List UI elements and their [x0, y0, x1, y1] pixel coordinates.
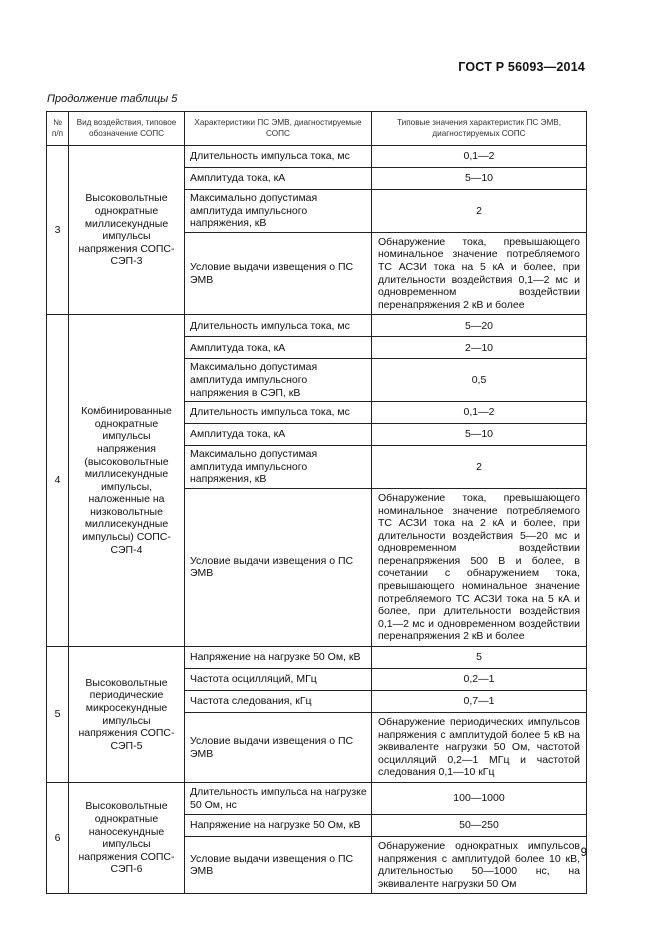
characteristic: Амплитуда тока, кА	[185, 424, 372, 446]
characteristic: Условие выдачи извещения о ПС ЭМВ	[185, 232, 372, 315]
characteristic: Условие выдачи извещения о ПС ЭМВ	[185, 837, 372, 894]
column-header-kind: Вид воздействия, типовое обозначение СОПС	[69, 112, 185, 146]
table-caption: Продолжение таблицы 5	[47, 93, 178, 105]
table-header-row	[47, 112, 587, 146]
characteristic: Условие выдачи извещения о ПС ЭМВ	[185, 713, 372, 783]
table-row	[47, 783, 587, 815]
characteristic: Амплитуда тока, кА	[185, 168, 372, 190]
characteristic: Максимально допустимая амплитуда импульсного напряжения, кВ	[185, 446, 372, 489]
typical-value: Обнаружение тока, превышающего номинальное значение потребляемого ТС АСЗИ тока на 5 кА и более, при длительности воздействия 0,1—2 мс и одновременном воздействии перенапряжения 2 кВ и более	[372, 232, 587, 315]
typical-value: 5—20	[372, 315, 587, 337]
typical-value: 5—10	[372, 424, 587, 446]
typical-value: 100—1000	[372, 783, 587, 815]
characteristic: Максимально допустимая амплитуда импульсного напряжения, кВ	[185, 190, 372, 233]
characteristic: Напряжение на нагрузке 50 Ом, кВ	[185, 815, 372, 837]
impact-kind: Высоковольтные периодические микросекундные импульсы напряжения СОПС-СЭП-5	[69, 647, 185, 783]
column-header-characteristic: Характеристики ПС ЭМВ, диагностируемые СОПС	[185, 112, 372, 146]
characteristic: Условие выдачи извещения о ПС ЭМВ	[185, 488, 372, 646]
characteristic: Длительность импульса тока, мс	[185, 402, 372, 424]
characteristic: Длительность импульса тока, мс	[185, 146, 372, 168]
impact-kind: Комбинированные однократные импульсы напряжения (высоковольтные миллисекундные импульсы, наложенные на низковольтные миллисекундные импульсы) СОПС-СЭП-4	[69, 315, 185, 647]
typical-value: 0,1—2	[372, 402, 587, 424]
typical-value: 5	[372, 647, 587, 669]
characteristic: Амплитуда тока, кА	[185, 337, 372, 359]
typical-value: 2—10	[372, 337, 587, 359]
table-row	[47, 146, 587, 168]
typical-value: Обнаружение периодических импульсов напряжения с амплитудой более 5 кВ на эквиваленте нагрузки 50 Ом, частотой осцилляций 0,2—1 МГц и частотой следования 0,1—10 кГц	[372, 713, 587, 783]
characteristic: Напряжение на нагрузке 50 Ом, кВ	[185, 647, 372, 669]
typical-value: 2	[372, 190, 587, 233]
characteristics-table	[46, 111, 587, 894]
row-number: 4	[47, 315, 69, 647]
characteristic: Максимально допустимая амплитуда импульсного напряжения в СЭП, кВ	[185, 359, 372, 402]
table-row	[47, 315, 587, 337]
characteristic: Частота осцилляций, МГц	[185, 669, 372, 691]
typical-value: 2	[372, 446, 587, 489]
impact-kind: Высоковольтные однократные миллисекундные импульсы напряжения СОПС-СЭП-3	[69, 146, 185, 315]
column-header-number: № п/п	[47, 112, 69, 146]
typical-value: 0,5	[372, 359, 587, 402]
column-header-values: Типовые значения характеристик ПС ЭМВ, диагностируемых СОПС	[372, 112, 587, 146]
document-id: ГОСТ Р 56093—2014	[458, 60, 585, 74]
typical-value: 0,2—1	[372, 669, 587, 691]
row-number: 5	[47, 647, 69, 783]
characteristic: Длительность импульса тока, мс	[185, 315, 372, 337]
page-number: 9	[580, 847, 587, 859]
characteristic: Длительность импульса на нагрузке 50 Ом, нс	[185, 783, 372, 815]
impact-kind: Высоковольтные однократные наносекундные импульсы напряжения СОПС-СЭП-6	[69, 783, 185, 894]
typical-value: Обнаружение тока, превышающего номинальное значение потребляемого ТС АСЗИ тока на 2 кА и более, при длительности воздействия 5—20 мс и одновременном воздействии перенапряжения 500 В и более, в сочетании с обнаружением тока, превышающего номинальное значение потребляемого ТС АСЗИ тока на 5 кА и более, при длительности воздействия 0,1—2 мс и одновременном воздействии перенапряжения 2 кВ и более	[372, 488, 587, 646]
row-number: 3	[47, 146, 69, 315]
typical-value: 5—10	[372, 168, 587, 190]
table-row	[47, 647, 587, 669]
typical-value: 50—250	[372, 815, 587, 837]
row-number: 6	[47, 783, 69, 894]
characteristic: Частота следования, кГц	[185, 691, 372, 713]
typical-value: Обнаружение однократных импульсов напряжения с амплитудой более 10 кВ, длительностью 50—1000 нс, на эквиваленте нагрузки 50 Ом	[372, 837, 587, 894]
typical-value: 0,7—1	[372, 691, 587, 713]
typical-value: 0,1—2	[372, 146, 587, 168]
